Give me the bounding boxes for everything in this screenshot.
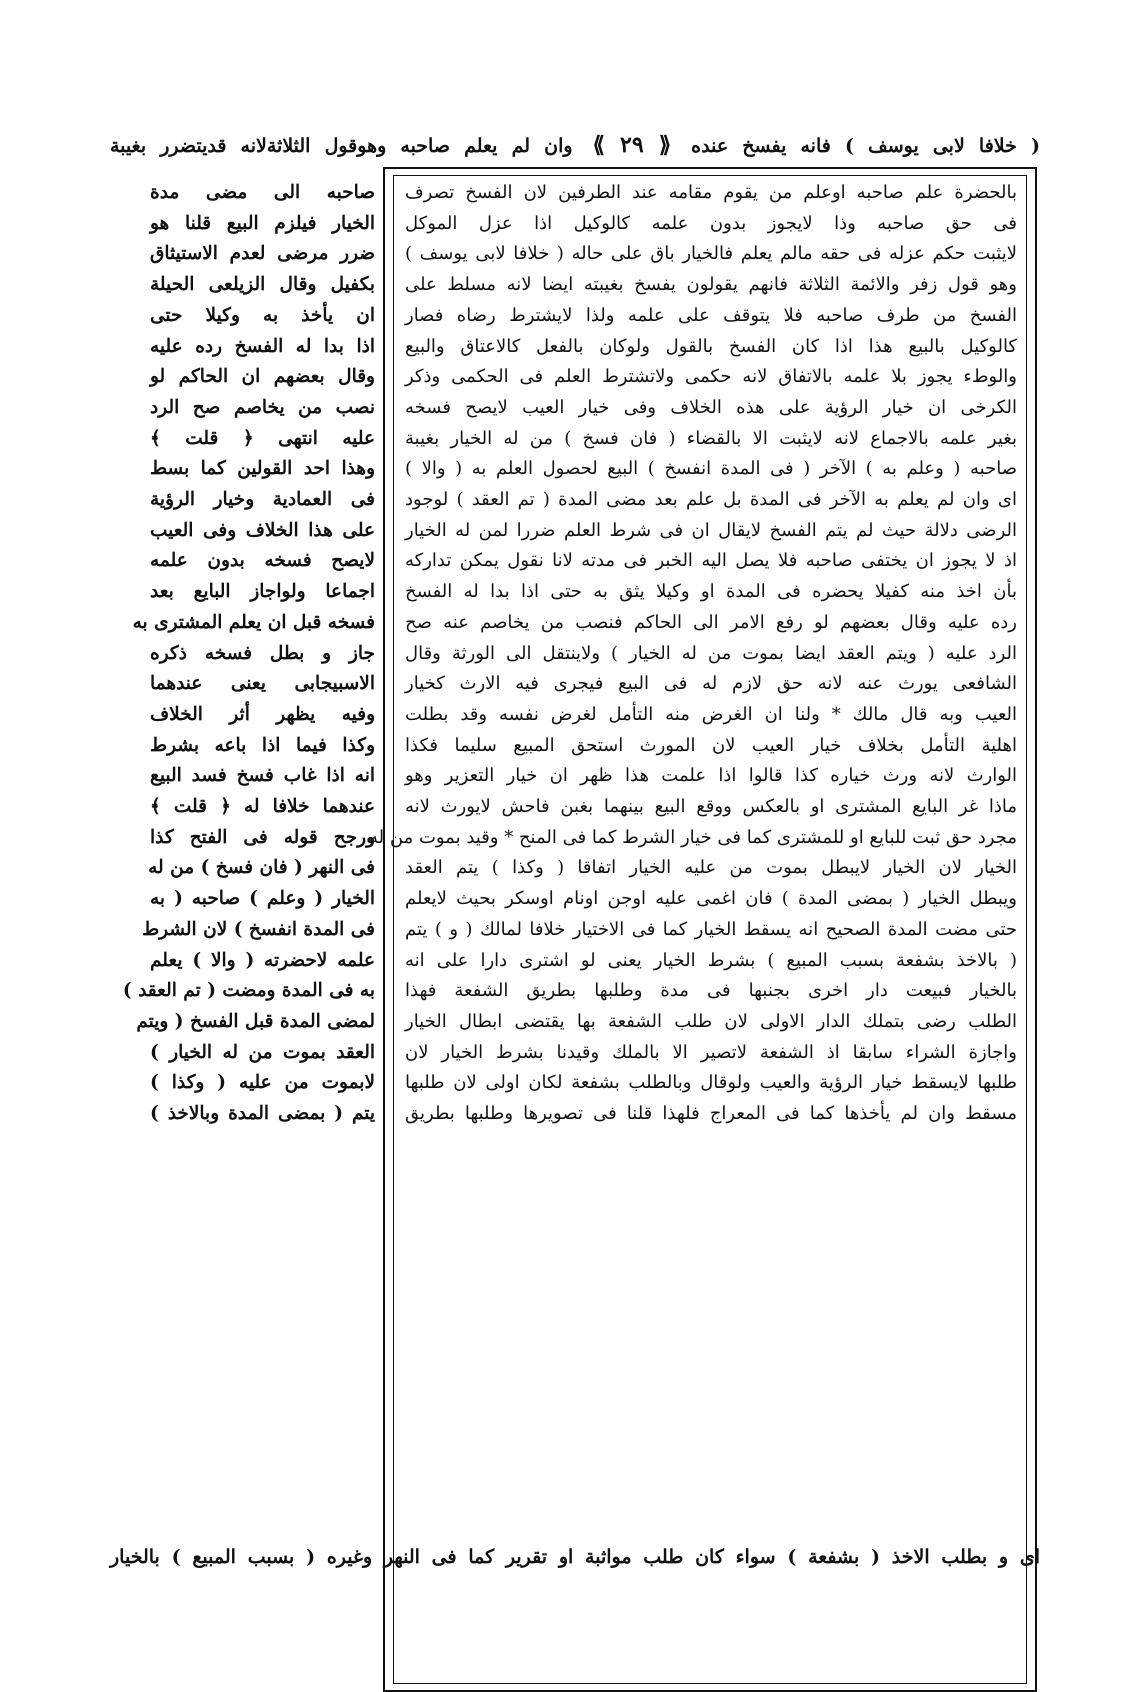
side-text-line: انه اذا غاب فسخ فسد البيع xyxy=(150,765,375,787)
side-text-line: وقال بعضهم ان الحاكم لو xyxy=(150,366,375,388)
side-text-line: به فى المدة ومضت ( تم العقد ) xyxy=(122,980,375,1002)
side-text-line: فسخه قبل ان يعلم المشترى به xyxy=(132,611,375,633)
side-text-line: نصب من يخاصم صح الرد xyxy=(150,396,375,418)
main-text-line: ( بالاخذ بشفعة بسبب المبيع ) بشرط الخيار يعنى لو اشترى دارا على انه xyxy=(405,949,1017,971)
main-text-line: صاحبه ( وعلم به ) الآخر ( فى المدة انفسخ ) البيع لحصول العلم به ( والا ) xyxy=(405,458,1017,480)
main-text-line: فى حق صاحبه وذا لايجوز بدون علمه كالوكيل اذا عزل الموكل xyxy=(405,212,1017,234)
side-text-line: فى المدة انفسخ ) لان الشرط xyxy=(142,918,375,940)
main-text-line: اذ لا يجوز ان يختفى صاحبه فلا يصل اليه الخبر فى مدته لانا نقول يمكن تداركه xyxy=(405,550,1017,572)
main-text-line: الكرخى ان خيار الرؤية على هذه الخلاف وفى خيار العيب لايصح فسخه xyxy=(405,396,1017,418)
main-text-line: بالخيار فبيعت دار اخرى بجنبها فى مدة وطلبها بطريق الشفعة فهذا xyxy=(405,980,1017,1002)
main-text-line: الرد عليه ( ويتم العقد ايضا بموت من له الخيار ) ولاينتقل الى الورثة وقال xyxy=(405,642,1017,664)
main-text-line: اى وان لم يعلم به الآخر فى المدة بل علم بعد مضى المدة ( تم العقد ) لوجود xyxy=(405,489,1017,511)
main-text-line: الفسخ من طرف صاحبه فلا يتوقف على علمه ولذا لايشترط رضاه فصار xyxy=(405,304,1017,326)
page-number: ⟪ ٢٩ ⟫ xyxy=(592,132,672,158)
main-text-line: الوارث لانه ورث خياره كذا قالوا اذا علمت هذا ظهر ان خيار التعزير وهو xyxy=(405,765,1017,787)
main-text-line: حتى مضت المدة الصحيح انه يسقط الخيار كما فى الاختيار خلافا لمالك ( و ) يتم xyxy=(405,918,1017,940)
side-text-line: لمضى المدة قبل الفسخ ( ويتم xyxy=(136,1010,375,1032)
side-text-line: فى العمادية وخيار الرؤية xyxy=(150,489,375,511)
main-text-line: مجرد حق ثبت للبايع او للمشترى كما فى خيار الشرط كما فى المنح * وقيد بموت من له xyxy=(369,826,1017,848)
side-text-line: ضرر مرضى لعدم الاستيثاق xyxy=(150,243,375,265)
side-text-line: علمه لاحضرته ( والا ) يعلم xyxy=(150,949,375,971)
main-text-line: بأن اخذ منه كفيلا يحضره فى المدة او وكيلا يثق به حتى اذا بدا له الفسخ xyxy=(405,581,1017,603)
main-text-line: اهلية التأمل بخلاف خيار العيب لان المورث استحق المبيع سليما فكذا xyxy=(405,734,1017,756)
main-text-line: العيب وبه قال مالك * ولنا ان الغرض منه التأمل لغرض نفسه وقد بطلت xyxy=(405,703,1017,725)
main-text-line: ماذا غر البايع المشترى او بالعكس ووقع البيع بينهما بغبن فاحش لايورث لانه xyxy=(405,796,1017,818)
main-text-line: مسقط وان لم يأخذها كما فى المعراج فلهذا قلنا فى تصويرها وطلبها بطريق xyxy=(405,1103,1017,1125)
main-text-line: الطلب رضى بتملك الدار الاولى لان طلب الشفعة بها يقتضى ابطال الخيار xyxy=(405,1010,1018,1032)
side-text-line: صاحبه الى مضى مدة xyxy=(150,182,375,203)
side-text-line: بكفيل وقال الزيلعى الحيلة xyxy=(150,274,375,296)
main-text-line: وهو قول زفر والائمة الثلاثة فانهم يقولون يفسخ بغيبته ايضا لانه مسلط على xyxy=(405,274,1017,296)
side-text-line: وكذا فيما اذا باعه بشرط xyxy=(150,734,375,756)
footer-continuation-line: اى و بطلب الاخذ ( بشفعة ) سواء كان طلب مواثبة او تقرير كما فى النهر وغيره ( بسبب المبيع ) بالخيار xyxy=(110,1546,1040,1568)
side-text-line: لايصح فسخه بدون علمه xyxy=(150,550,375,572)
main-text-line: الشافعى يورث عنه لانه حق لازم له فى البيع فيجرى فيه الارث كخيار xyxy=(405,673,1017,695)
side-text-line: العقد بموت من له الخيار ) xyxy=(150,1041,375,1063)
side-text-line: اذا بدا له الفسخ رده عليه xyxy=(150,335,375,357)
side-text-line: ان يأخذ به وكيلا حتى xyxy=(150,304,375,326)
side-column-commentary xyxy=(122,178,375,1130)
main-text-line: الرضى دلالة حيث لم يتم الفسخ لايقال ان فى شرط العلم ضررا لمن له الخيار xyxy=(405,519,1017,541)
main-text-line: ويبطل الخيار ( بمضى المدة ) فان اغمى عليه اوجن اونام اوسكر بحيث لايعلم xyxy=(405,888,1017,910)
side-text-line: عندهما خلافا له ﴿ قلت ﴾ xyxy=(150,796,375,818)
side-text-line: جاز و بطل فسخه ذكره xyxy=(150,642,375,664)
header-left-text: وان لم يعلم صاحبه وهوقول الثلاثةلانه قديتضرر بغيبة xyxy=(110,135,573,157)
side-text-line: الاسبيجابى يعنى عندهما xyxy=(150,673,375,695)
main-text-line: بغير علمه بالاجماع لانه لايثبت الا بالقضاء ( فان فسخ ) من له الخيار بغيبة xyxy=(405,427,1017,449)
side-text-line: لابموت من عليه ( وكذا ) xyxy=(150,1072,375,1094)
main-column-text xyxy=(369,178,1018,1130)
main-text-line: كالوكيل بالبيع هذا اذا كان الفسخ بالقول ولوكان بالفعل كالاعتاق والبيع xyxy=(405,335,1017,357)
side-text-line: عليه انتهى ﴿ قلت ﴾ xyxy=(150,427,375,449)
main-text-line: لايثبت حكم عزله فى حقه مالم يعلم فالخيار باق على حاله ( خلافا لابى يوسف ) xyxy=(405,243,1017,265)
side-text-line: وهذا احد القولين كما بسط xyxy=(150,458,375,480)
side-text-line: وفيه يظهر أثر الخلاف xyxy=(150,703,375,725)
header-right-text: ( خلافا لابى يوسف ) فانه يفسخ عنده xyxy=(691,135,1040,157)
side-text-line: ورجح قوله فى الفتح كذا xyxy=(150,826,375,848)
side-text-line: على هذا الخلاف وفى العيب xyxy=(150,519,375,541)
side-text-line: الخيار ( وعلم ) صاحبه ( به xyxy=(150,888,375,910)
main-text-line: طلبها لايسقط خيار الرؤية والعيب ولوقال وبالطلب بشفعة لكان اولى لان طلبها xyxy=(405,1072,1017,1094)
side-text-line: الخيار فيلزم البيع قلنا هو xyxy=(150,212,375,234)
main-text-line: واجازة الشراء سابقا اذ الشفعة لاتصير الا بالملك وقيدنا بشرط الخيار لان xyxy=(405,1041,1017,1063)
main-text-line: بالحضرة علم صاحبه اوعلم من يقوم مقامه عند الطرفين لان الفسخ تصرف xyxy=(405,182,1017,203)
main-text-line: الخيار لان الخيار لايبطل بموت من عليه الخيار اتفاقا ( وكذا ) يتم العقد xyxy=(405,857,1017,879)
running-header xyxy=(110,130,1040,161)
main-text-line: رده عليه وقال بعضهم لو رفع الامر الى الحاكم فنصب من يخاصم عنه صح xyxy=(405,611,1017,633)
side-text-line: اجماعا ولواجاز البايع بعد xyxy=(150,581,375,603)
side-text-line: يتم ( بمضى المدة وبالاخذ ) xyxy=(150,1103,375,1125)
main-text-line: والوطء يجوز بلا علمه بالاتفاق لانه حكمى ولاتشترط العلم فى الحكمى وذكر xyxy=(405,366,1017,388)
side-text-line: فى النهر ( فان فسخ ) من له xyxy=(148,857,375,879)
